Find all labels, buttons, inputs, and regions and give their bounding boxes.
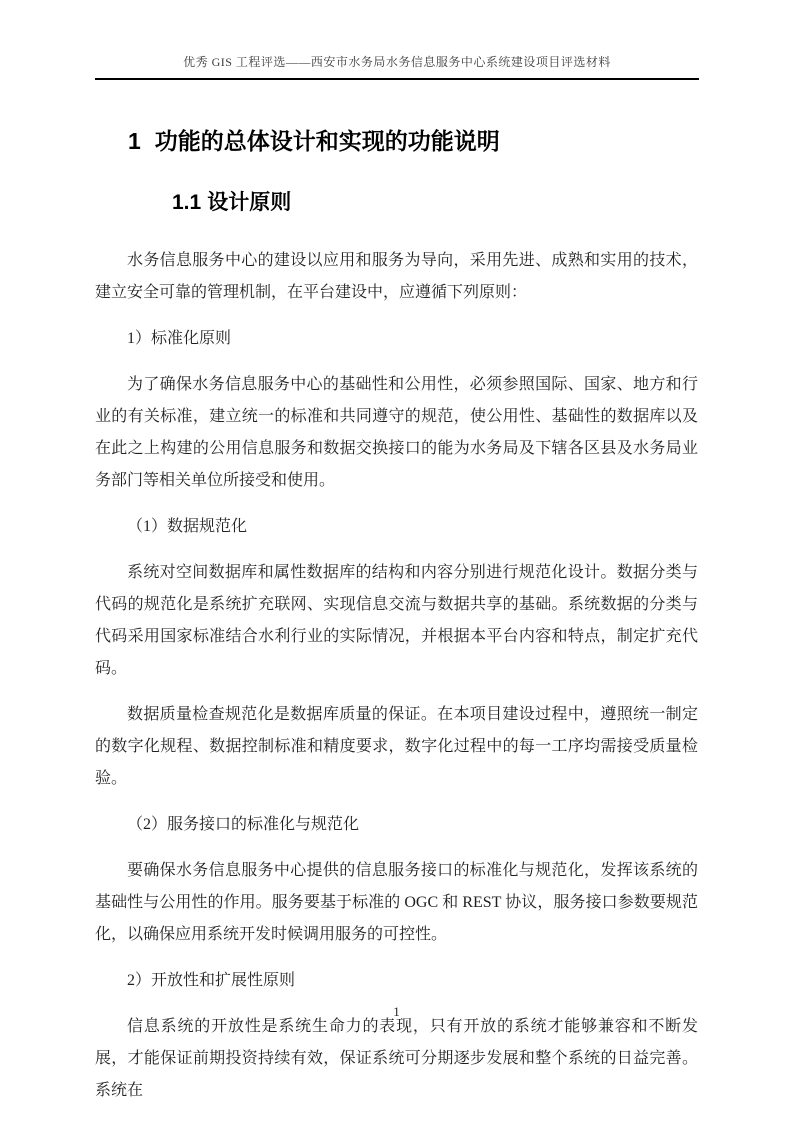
page-header (95, 0, 699, 80)
section-heading (128, 126, 698, 156)
section-heading-number: 1 (128, 128, 141, 154)
paragraph: 水务信息服务中心的建设以应用和服务为导向，采用先进、成熟和实用的技术，建立安全可靠的管理机制，在平台建设中，应遵循下列原则： (95, 252, 698, 301)
paragraph: （1）数据规范化 (127, 518, 248, 535)
paragraph: 系统对空间数据库和属性数据库的结构和内容分别进行规范化设计。数据分类与代码的规范化是系统扩充联网、实现信息交流与数据共享的基础。系统数据的分类与代码采用国家标准结合水利行业的实际情况，并根据本平台内容和特点，制定扩充代码。 (95, 564, 698, 677)
paragraph: 2）开放性和扩展性原则 (127, 972, 296, 989)
section-heading-text: 功能的总体设计和实现的功能说明 (154, 128, 500, 154)
paragraph: 1）标准化原则 (127, 330, 232, 347)
subsection-heading-text: 设计原则 (207, 191, 292, 214)
paragraph: 为了确保水务信息服务中心的基础性和公用性，必须参照国际、国家、地方和行业的有关标准，建立统一的标准和共同遵守的规范，使公用性、基础性的数据库以及在此之上构建的公用信息服务和数据交换接口的能为水务局及下辖各区县及水务局业务部门等相关单位所接受和使用。 (95, 376, 698, 489)
header-title: 优秀 GIS 工程评选——西安市水务局水务信息服务中心系统建设项目评选材料 (183, 55, 611, 69)
paragraph: 数据质量检查规范化是数据库质量的保证。在本项目建设过程中，遵照统一制定的数字化规程、数据控制标准和精度要求，数字化过程中的每一工序均需接受质量检验。 (95, 706, 698, 787)
document-body (95, 82, 698, 1121)
page-number: 1 (393, 1004, 400, 1019)
subsection-heading (172, 189, 698, 217)
subsection-heading-number: 1.1 (172, 191, 202, 214)
paragraph: （2）服务接口的标准化与规范化 (127, 816, 360, 833)
paragraph: 要确保水务信息服务中心提供的信息服务接口的标准化与规范化，发挥该系统的基础性与公用性的作用。服务要基于标准的 OGC 和 REST 协议，服务接口参数要规范化，以确保应用系统开发时候调用服务的可控性。 (95, 862, 698, 943)
paragraph: 信息系统的开放性是系统生命力的表现，只有开放的系统才能够兼容和不断发展，才能保证前期投资持续有效，保证系统可分期逐步发展和整个系统的日益完善。系统在 (95, 1018, 698, 1099)
paragraph-list (95, 245, 698, 1107)
page-footer (0, 1004, 793, 1020)
